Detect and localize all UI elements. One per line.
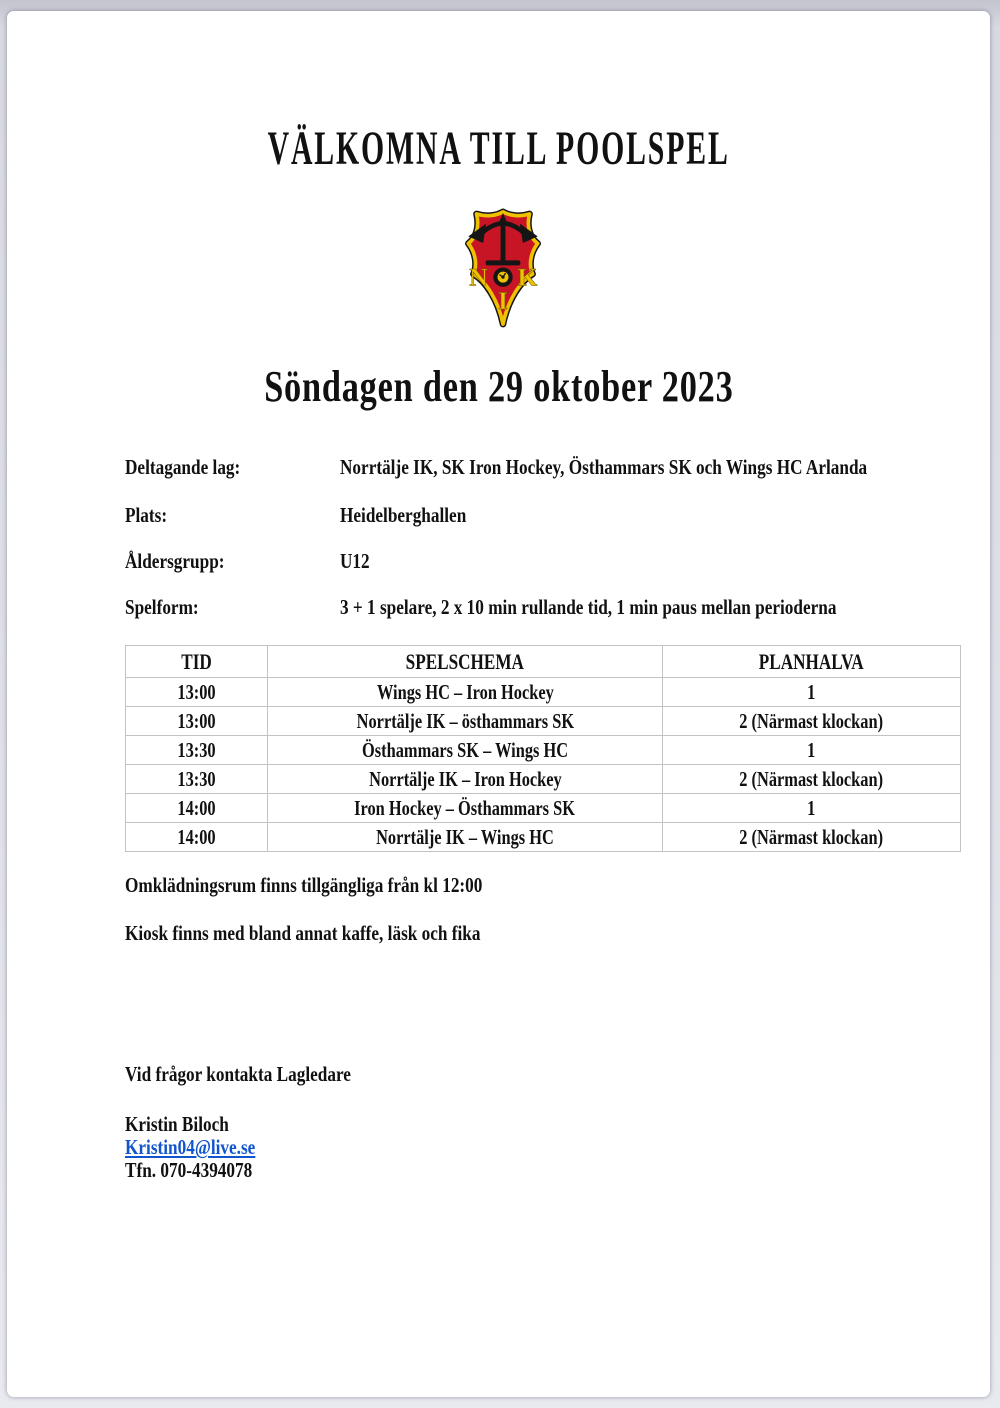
info-value: 3 + 1 spelare, 2 x 10 min rullande tid, 1 min paus mellan perioderna xyxy=(340,595,837,619)
schedule-header-row xyxy=(126,646,961,678)
table-row xyxy=(126,678,961,707)
cell-time: 13:00 xyxy=(126,707,268,736)
contact-intro: Vid frågor kontakta Lagledare xyxy=(125,1062,351,1086)
cell-time: 14:00 xyxy=(126,794,268,823)
cell-rinkhalf: 1 xyxy=(663,736,961,765)
table-row xyxy=(126,736,961,765)
col-header-tid: TID xyxy=(126,646,268,678)
cell-time: 13:30 xyxy=(126,765,268,794)
club-crest-logo xyxy=(452,205,554,333)
document-page xyxy=(7,11,990,1397)
table-row xyxy=(126,794,961,823)
shield-anchor-icon xyxy=(452,205,554,333)
info-row-plats xyxy=(7,503,990,529)
info-value: U12 xyxy=(340,549,370,573)
cell-time: 14:00 xyxy=(126,823,268,852)
cell-rinkhalf: 2 (Närmast klockan) xyxy=(663,765,961,794)
table-row xyxy=(126,707,961,736)
info-label: Spelform: xyxy=(125,595,199,619)
table-row xyxy=(126,765,961,794)
cell-match: Wings HC – Iron Hockey xyxy=(268,678,663,707)
date-heading: Söndagen den 29 oktober 2023 xyxy=(263,362,734,411)
info-row-deltagande-lag xyxy=(7,455,990,481)
info-row-spelform xyxy=(7,595,990,621)
logo-letter-k: K xyxy=(517,262,538,292)
cell-match: Iron Hockey – Östhammars SK xyxy=(268,794,663,823)
note-dressing-rooms: Omklädningsrum finns tillgängliga från kl 12:00 xyxy=(125,873,483,897)
cell-rinkhalf: 2 (Närmast klockan) xyxy=(663,707,961,736)
schedule-table xyxy=(125,645,961,852)
page-title: VÄLKOMNA TILL POOLSPEL xyxy=(267,122,730,175)
contact-phone: Tfn. 070-4394078 xyxy=(125,1158,253,1182)
logo-letter-n: N xyxy=(469,262,488,292)
col-header-spelschema: SPELSCHEMA xyxy=(268,646,663,678)
cell-match: Östhammars SK – Wings HC xyxy=(268,736,663,765)
cell-rinkhalf: 2 (Närmast klockan) xyxy=(663,823,961,852)
cell-rinkhalf: 1 xyxy=(663,794,961,823)
cell-time: 13:00 xyxy=(126,678,268,707)
info-label: Plats: xyxy=(125,503,168,527)
col-header-planhalva: PLANHALVA xyxy=(663,646,961,678)
note-kiosk: Kiosk finns med bland annat kaffe, läsk och fika xyxy=(125,921,481,945)
cell-match: Norrtälje IK – Iron Hockey xyxy=(268,765,663,794)
cell-match: Norrtälje IK – Wings HC xyxy=(268,823,663,852)
info-value: Norrtälje IK, SK Iron Hockey, Östhammars SK och Wings HC Arlanda xyxy=(340,455,868,479)
contact-email-line xyxy=(125,1135,284,1160)
logo-letter-i: I xyxy=(498,285,508,315)
contact-name: Kristin Biloch xyxy=(125,1112,229,1136)
table-row xyxy=(126,823,961,852)
info-value: Heidelberghallen xyxy=(340,503,467,527)
info-label: Deltagande lag: xyxy=(125,455,241,479)
info-label: Åldersgrupp: xyxy=(125,549,225,573)
cell-rinkhalf: 1 xyxy=(663,678,961,707)
cell-match: Norrtälje IK – östhammars SK xyxy=(268,707,663,736)
cell-time: 13:30 xyxy=(126,736,268,765)
email-link[interactable]: Kristin04@live.se xyxy=(125,1135,256,1159)
info-row-aldersgrupp xyxy=(7,549,990,575)
